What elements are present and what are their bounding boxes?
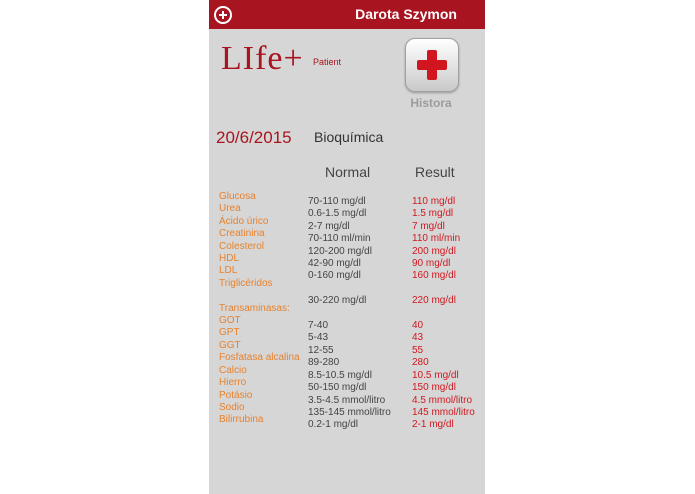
report-date: 20/6/2015 <box>216 128 292 147</box>
logo-sub: Patient <box>313 57 342 67</box>
report-section: Bioquímica <box>314 129 384 145</box>
logo-main: LIfe+ <box>221 40 304 77</box>
add-icon[interactable] <box>214 6 232 24</box>
test-names-column: Glucosa Urea Ácido úrico Creatinina Colesterol HDL LDL Triglicéridos Transaminasas: GOT GPT GGT Fosfatasa alcalina Calcio Hierro Potásio Sodio Bilirrubina <box>219 191 300 426</box>
column-header-normal: Normal <box>325 164 371 180</box>
normal-ranges-column: 70-110 mg/dl 0.6-1.5 mg/dl 2-7 mg/dl 70-110 ml/min 120-200 mg/dl 42-90 mg/dl 0-160 mg/dl 30-220 mg/dl 7-40 5-43 12-55 89-280 8.5-10.5 mg/dl 50-150 mg/dl 3.5-4.5 mmol/litro 135-145 mmol/litro 0.2-1 mg/dl <box>308 196 391 431</box>
results-column: 110 mg/dl 1.5 mg/dl 7 mg/dl 110 ml/min 200 mg/dl 90 mg/dl 160 mg/dl 220 mg/dl 40 43 55 280 10.5 mg/dl 150 mg/dl 4.5 mmol/litro 145 mmol/litro 2-1 mg/dl <box>412 196 475 431</box>
user-name: Darota Szymon <box>355 6 457 22</box>
histora-label: Histora <box>410 96 452 110</box>
app-logo <box>221 40 342 78</box>
top-bar <box>209 0 485 29</box>
medical-cross-icon-bar <box>417 60 447 70</box>
histora-button[interactable] <box>405 38 459 92</box>
column-header-result: Result <box>415 164 455 180</box>
phone-screen <box>209 0 485 494</box>
